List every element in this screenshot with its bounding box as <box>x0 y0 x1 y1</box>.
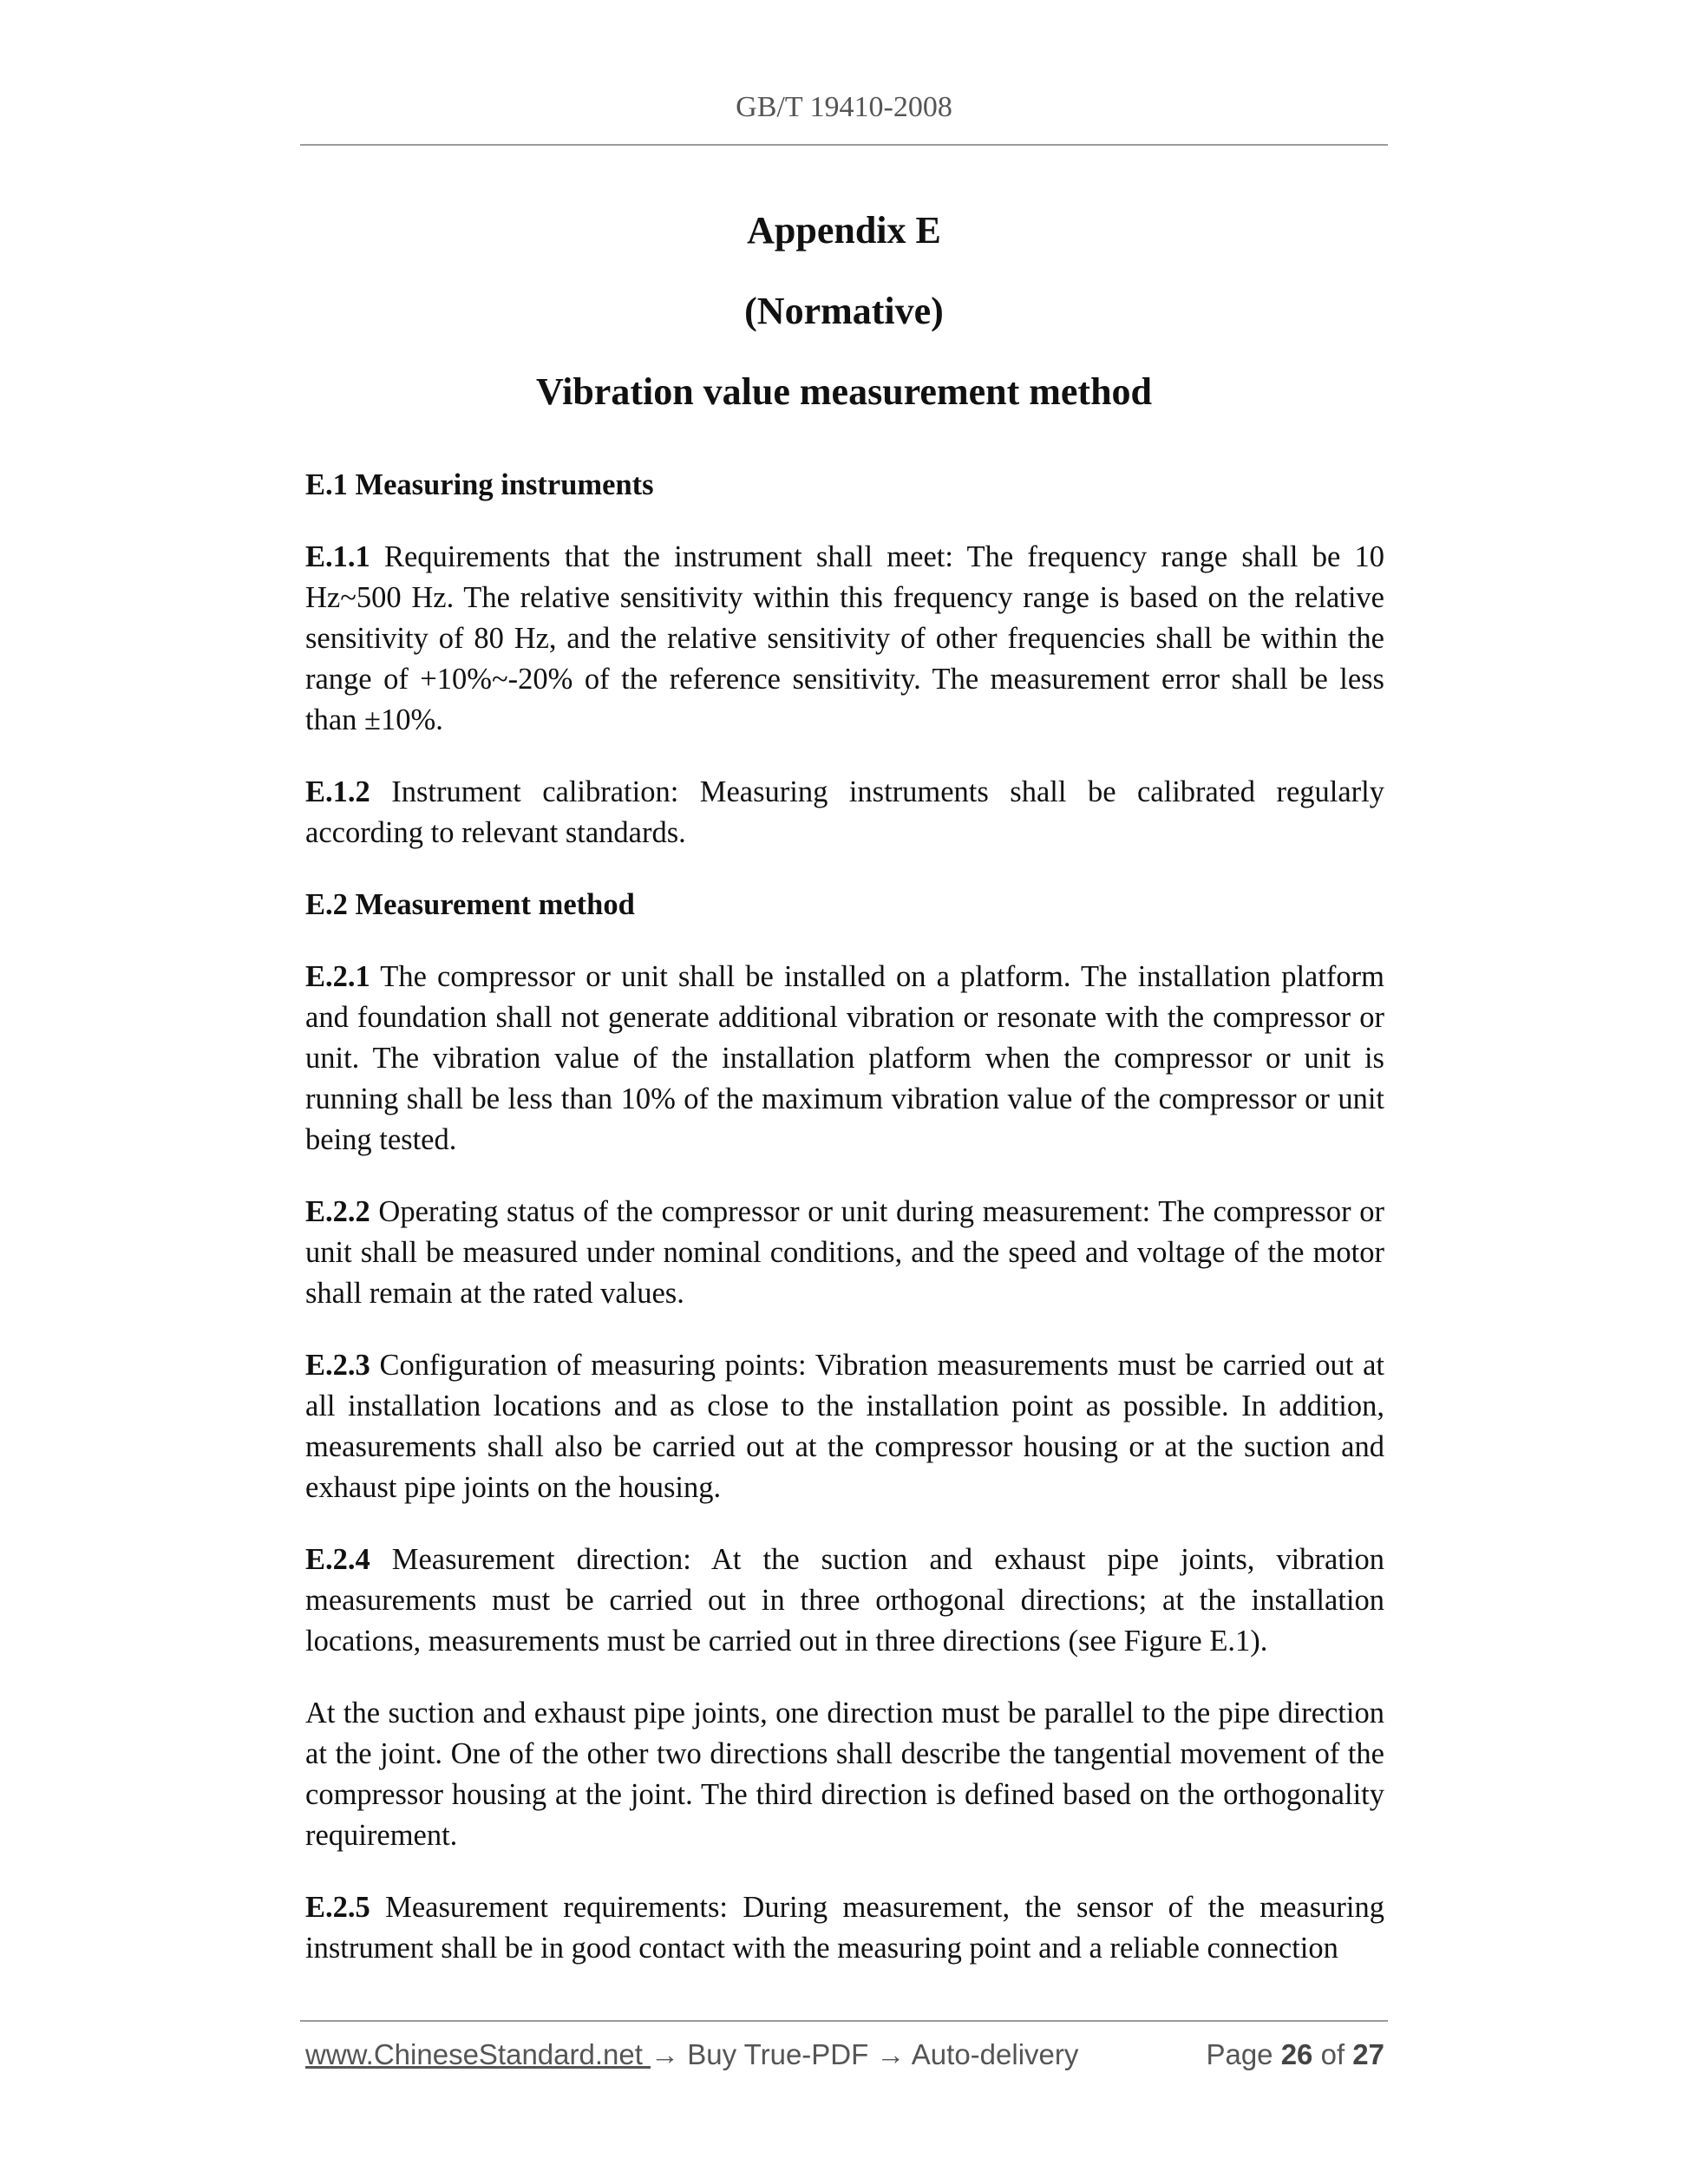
clause-number: E.1.2 <box>305 775 370 808</box>
clause-e2-2 <box>305 1192 1384 1314</box>
arrow-right-icon: → <box>651 2038 680 2070</box>
clause-number: E.2.1 <box>305 960 370 993</box>
clause-e1-2 <box>305 772 1384 853</box>
page-total: 27 <box>1352 2038 1384 2070</box>
section-heading-e1: E.1 Measuring instruments <box>305 468 654 501</box>
clause-text: Operating status of the compressor or unit during measurement: The compressor or unit shall be measured under nominal conditions, and the speed and voltage of the motor shall remain at the rated values. <box>305 1195 1384 1310</box>
clause-text: Measurement direction: At the suction and exhaust pipe joints, vibration measurements must be carried out in three orthogonal directions; at the installation locations, measurements must be carried out in three directions (see Figure E.1). <box>305 1543 1384 1658</box>
footer <box>305 2038 1388 2076</box>
header-standard-code: GB/T 19410-2008 <box>736 91 952 123</box>
footer-divider <box>300 2020 1388 2022</box>
clause-text: Requirements that the instrument shall meet: The frequency range shall be 10 Hz~500 Hz. The relative sensitivity within this frequency range is based on the relative sensitivity of 80 Hz, and the relative sensitivity of other frequencies shall be within the range of +10%~-20% of the reference sensitivity. The measurement error shall be less than ±10%. <box>305 540 1384 736</box>
clause-text: Instrument calibration: Measuring instruments shall be calibrated regularly according to relevant standards. <box>305 775 1384 849</box>
section-heading-e2: E.2 Measurement method <box>305 888 635 921</box>
of-label: of <box>1312 2038 1353 2070</box>
page-current: 26 <box>1280 2038 1313 2070</box>
auto-delivery-text: Auto-delivery <box>905 2038 1079 2070</box>
clause-number: E.2.2 <box>305 1195 370 1228</box>
appendix-title: Appendix E <box>747 209 941 252</box>
clause-number: E.1.1 <box>305 540 370 573</box>
clause-e2-4-paragraph-2: At the suction and exhaust pipe joints, one direction must be parallel to the pipe direction at the joint. One of the other two directions shall describe the tangential movement of the compressor housing at the joint. The third direction is defined based on the orthogonality requirement. <box>305 1697 1384 1852</box>
clause-e2-5 <box>305 1887 1384 1969</box>
header-divider <box>300 144 1388 146</box>
site-link[interactable]: www.ChineseStandard.net <box>305 2038 651 2070</box>
page-label: Page <box>1206 2038 1281 2070</box>
clause-e2-1 <box>305 957 1384 1161</box>
buy-true-pdf-text: Buy True-PDF <box>679 2038 877 2070</box>
appendix-type: (Normative) <box>744 290 944 332</box>
footer-promo <box>305 2038 1078 2071</box>
document-body <box>305 465 1384 2000</box>
page-indicator <box>1206 2038 1384 2071</box>
arrow-right-icon: → <box>876 2038 906 2070</box>
clause-text: Configuration of measuring points: Vibration measurements must be carried out at all installation locations and as close to the installation point as possible. In addition, measurements shall also be carried out at the compressor housing or at the suction and exhaust pipe joints on the housing. <box>305 1349 1384 1504</box>
clause-text: Measurement requirements: During measurement, the sensor of the measuring instrument shall be in good contact with the measuring point and a reliable connection <box>305 1891 1384 1965</box>
clause-text: The compressor or unit shall be installed on a platform. The installation platform and foundation shall not generate additional vibration or resonate with the compressor or unit. The vibration value of the installation platform when the compressor or unit is running shall be less than 10% of the maximum vibration value of the compressor or unit being tested. <box>305 960 1384 1156</box>
appendix-name: Vibration value measurement method <box>535 370 1153 413</box>
clause-number: E.2.5 <box>305 1891 370 1924</box>
clause-e2-4 <box>305 1540 1384 1662</box>
clause-e2-3 <box>305 1345 1384 1508</box>
clause-number: E.2.3 <box>305 1349 370 1382</box>
clause-e1-1 <box>305 537 1384 741</box>
clause-number: E.2.4 <box>305 1543 370 1576</box>
